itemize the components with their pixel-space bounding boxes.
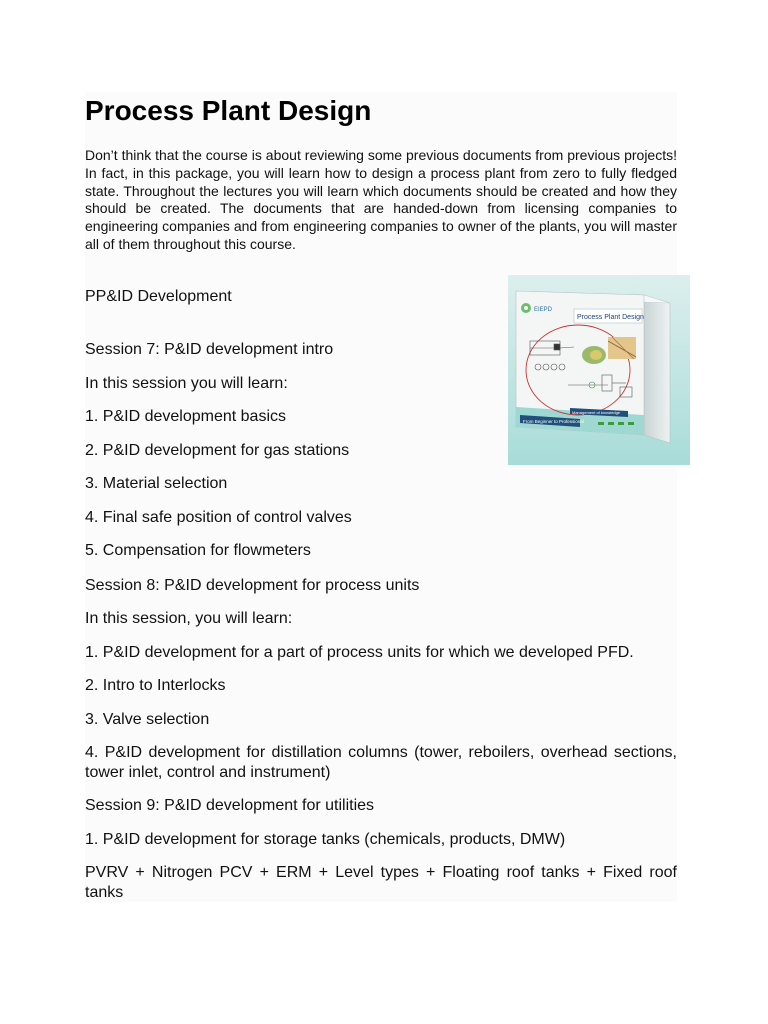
session-8-title: Session 8: P&ID development for process units [85,577,420,594]
session-8-lead: In this session, you will learn: [85,610,293,627]
box-tagline: Management of knowledge [572,410,621,415]
session-7-item: 1. P&ID development basics [85,408,286,425]
session-7-title: Session 7: P&ID development intro [85,341,334,358]
session-8-item: 4. P&ID development for distillation columns (tower, reboilers, overhead sections, tower inlet, control and instrument) [85,744,677,781]
box-subtitle: From Beginner to Professional [523,419,584,424]
session-7-item: 4. Final safe position of control valves [85,509,352,526]
session-8-item: 3. Valve selection [85,711,210,728]
session-7-lead: In this session you will learn: [85,375,288,392]
box-brand: EIEPD [534,307,553,313]
session-7-item: 3. Material selection [85,475,228,492]
page-title: Process Plant Design [85,95,372,126]
brand-logo-icon [521,303,531,313]
session-9-item: 1. P&ID development for storage tanks (chemicals, products, DMW) [85,831,566,848]
session-7-item: 5. Compensation for flowmeters [85,542,311,559]
session-7-item: 2. P&ID development for gas stations [85,442,350,459]
session-9-title: Session 9: P&ID development for utilities [85,797,375,814]
section-heading: PP&ID Development [85,288,232,305]
intro-paragraph: Don’t think that the course is about reviewing some previous documents from previous projects! In fact, in this package, you will learn how to design a process plant from zero to fully fledged state. Throughout the lectures you will learn which documents should be created and how they should be created. The documents that are handed-down from licensing companies to engineering companies and from engineering companies to owner of the plants, you will master all of them throughout this course. [85,147,677,252]
session-8-item: 2. Intro to Interlocks [85,677,226,694]
session-9-item: PVRV + Nitrogen PCV + ERM + Level types + Floating roof tanks + Fixed roof tanks [85,864,677,901]
session-8-item: 1. P&ID development for a part of process units for which we developed PFD. [85,644,634,661]
product-box-image [508,275,690,465]
box-title: Process Plant Design [577,314,644,321]
